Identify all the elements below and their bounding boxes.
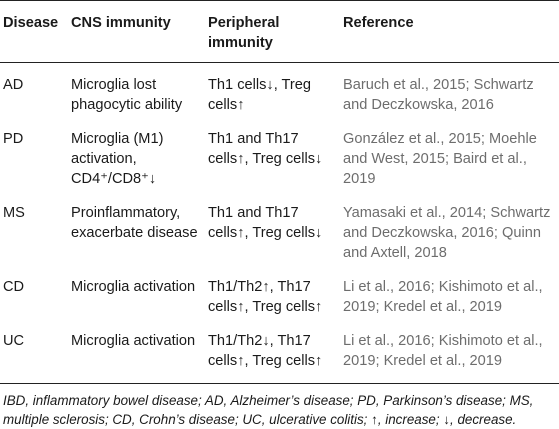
header-disease: Disease — [3, 15, 59, 31]
header-peripheral-immunity: Peripheral immunity — [208, 15, 280, 51]
header-reference: Reference — [343, 15, 414, 31]
cell-disease: UC — [3, 333, 25, 349]
table-row — [0, 193, 559, 267]
cell-reference: Li et al., 2016; Kishimoto et al., 2019; Kredel et al., 2019 — [343, 279, 543, 315]
table-body — [0, 63, 559, 384]
header-cns-immunity: CNS immunity — [71, 15, 171, 31]
table-footnote: IBD, inflammatory bowel disease; AD, Alzheimer’s disease; PD, Parkinson’s disease; MS, multiple sclerosis; CD, Crohn’s disease; UC, ulcerative colitis; ↑, increase; ↓, decrease. — [3, 393, 534, 427]
cell-reference: González et al., 2015; Moehle and West, 2015; Baird et al., 2019 — [343, 131, 537, 187]
cell-peripheral-immunity: Th1/Th2↑, Th17 cells↑, Treg cells↑ — [208, 279, 323, 315]
cell-reference: Li et al., 2016; Kishimoto et al., 2019; Kredel et al., 2019 — [343, 333, 543, 369]
table-row — [0, 63, 559, 120]
cell-reference: Yamasaki et al., 2014; Schwartz and Deczkowska, 2016; Quinn and Axtell, 2018 — [343, 205, 551, 261]
cell-cns-immunity: Microglia lost phagocytic ability — [71, 77, 183, 113]
table-row — [0, 119, 559, 193]
cell-disease: PD — [3, 131, 24, 147]
cell-cns-immunity: Microglia activation — [71, 279, 196, 295]
cell-peripheral-immunity: Th1/Th2↓, Th17 cells↑, Treg cells↑ — [208, 333, 323, 369]
cell-peripheral-immunity: Th1 and Th17 cells↑, Treg cells↓ — [208, 131, 323, 167]
cell-cns-immunity: Microglia activation — [71, 333, 196, 349]
table-row — [0, 321, 559, 384]
cell-reference: Baruch et al., 2015; Schwartz and Deczkowska, 2016 — [343, 77, 534, 113]
cell-disease: AD — [3, 77, 24, 93]
cell-peripheral-immunity: Th1 cells↓, Treg cells↑ — [208, 77, 312, 113]
cell-cns-immunity: Proinflammatory, exacerbate disease — [71, 205, 198, 241]
cell-cns-immunity: Microglia (M1) activation, CD4⁺/CD8⁺↓ — [71, 131, 164, 187]
cell-disease: CD — [3, 279, 25, 295]
cell-disease: MS — [3, 205, 25, 221]
table-row — [0, 267, 559, 321]
cell-peripheral-immunity: Th1 and Th17 cells↑, Treg cells↓ — [208, 205, 323, 241]
header-row — [0, 1, 559, 63]
table-header — [0, 1, 559, 63]
